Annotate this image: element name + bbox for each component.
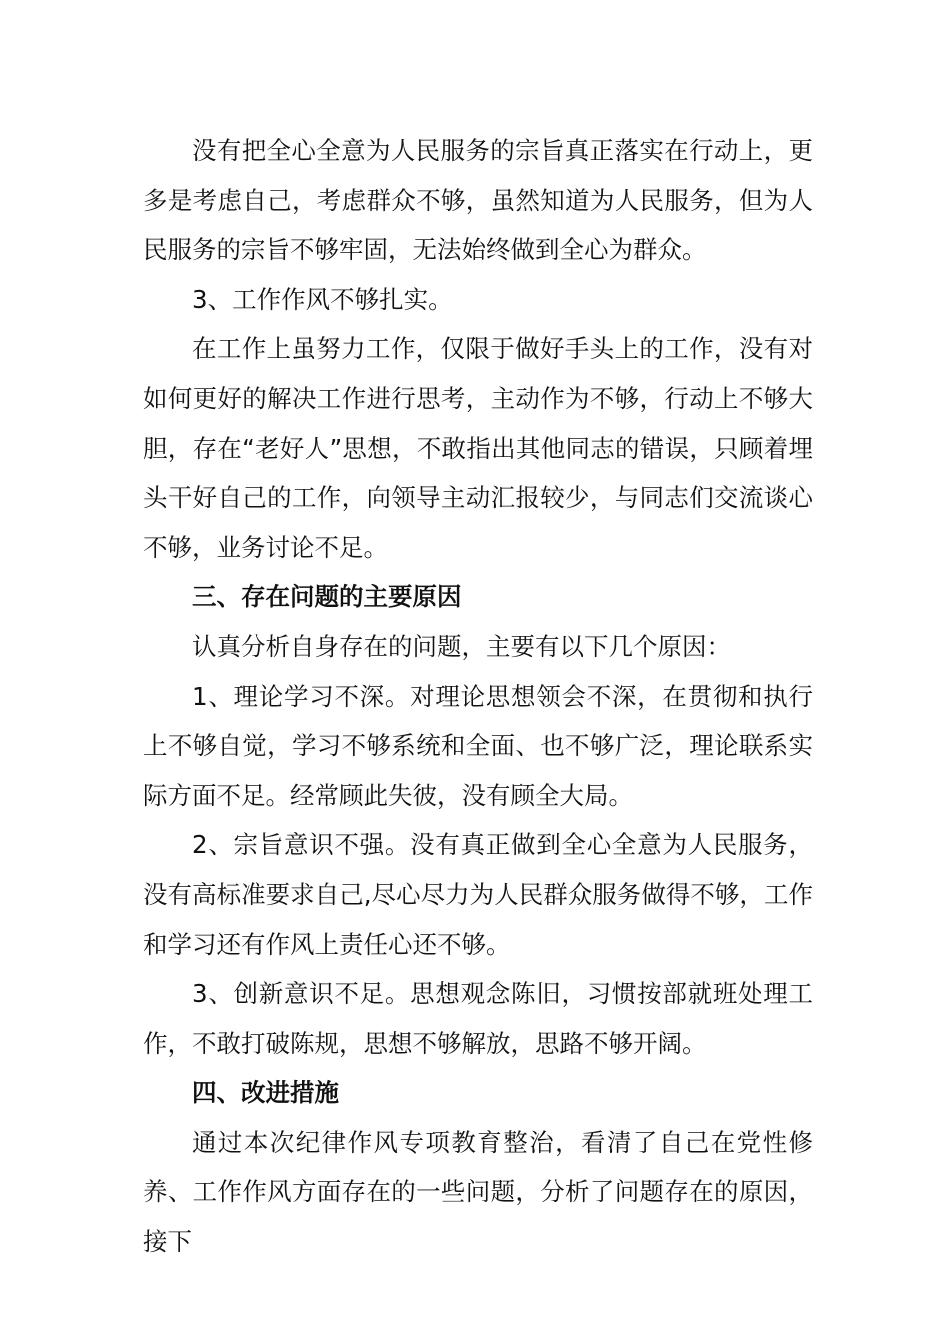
paragraph-cause-theory: 1、理论学习不深。对理论思想领会不深，在贯彻和执行上不够自觉，学习不够系统和全面、也不够广泛，理论联系实际方面不足。经常顾此失彼，没有顾全大局。 — [143, 681, 813, 810]
paragraph-measures-intro: 通过本次纪律作风专项教育整治，看清了自己在党性修养、工作作风方面存在的一些问题，分析了问题存在的原因，接下 — [143, 1127, 813, 1257]
document-body — [143, 126, 813, 1267]
paragraph-cause-purpose: 2、宗旨意识不强。没有真正做到全心全意为人民服务，没有高标准要求自己,尽心尽力为人民群众服务做得不够，工作和学习还有作风上责任心还不够。 — [143, 830, 813, 959]
paragraph-work-style-detail: 在工作上虽努力工作，仅限于做好手头上的工作，没有对如何更好的解决工作进行思考，主动作为不够，行动上不够大胆，存在“老好人”思想，不敢指出其他同志的错误，只顾着埋头干好自己的工作，向领导主动汇报较少，与同志们交流谈心不够，业务讨论不足。 — [143, 334, 813, 562]
paragraph-work-style-item: 3、工作作风不够扎实。 — [192, 284, 453, 314]
paragraph-service-purpose: 没有把全心全意为人民服务的宗旨真正落实在行动上，更多是考虑自己，考虑群众不够，虽然知道为人民服务，但为人民服务的宗旨不够牢固，无法始终做到全心为群众。 — [143, 136, 813, 265]
paragraph-cause-innovation: 3、创新意识不足。思想观念陈旧，习惯按部就班处理工作，不敢打破陈规，思想不够解放，思路不够开阔。 — [143, 979, 813, 1058]
paragraph-causes-intro: 认真分析自身存在的问题，主要有以下几个原因： — [192, 631, 731, 661]
section-heading-causes: 三、存在问题的主要原因 — [192, 582, 462, 612]
section-heading-measures: 四、改进措施 — [192, 1078, 339, 1108]
